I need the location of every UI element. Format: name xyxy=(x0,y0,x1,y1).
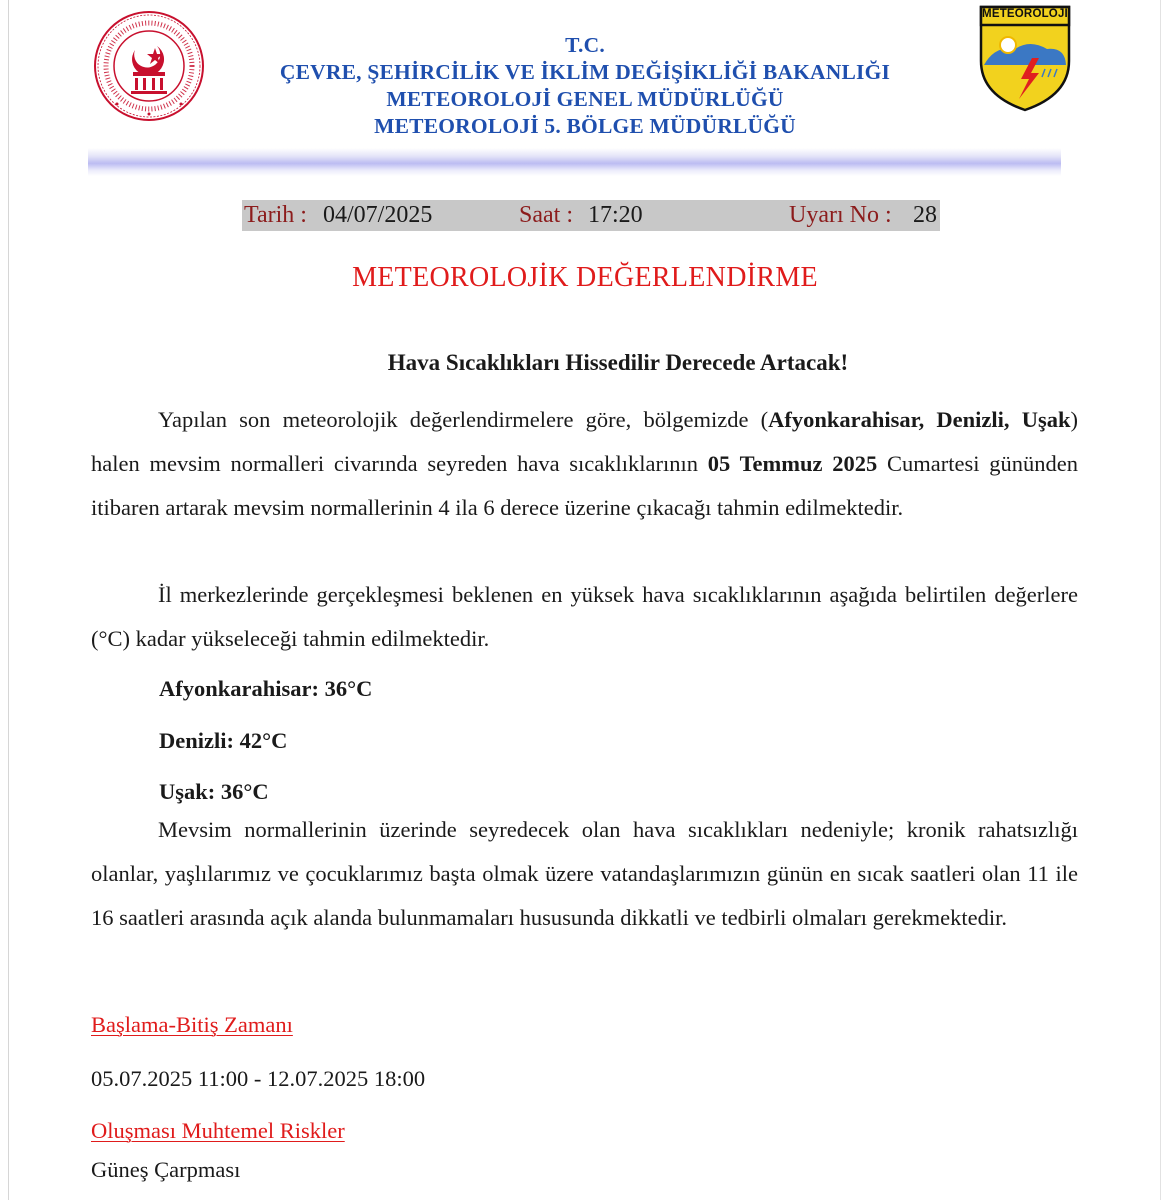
paragraph3-text: Mevsim normallerinin üzerinde seyredecek olan hava sıcaklıkları nedeniyle; kronik rahatsızlığı olanlar, yaşlılarımız ve çocuklarımız başta olmak üzere vatandaşlarımızın günün en sıcak saatleri olan 11 ile 16 saatleri arasında açık alanda bulunmamaları hususunda dikkatli ve tedbirli olmaları gerekmektedir. xyxy=(91,817,1078,930)
assessment-paragraph xyxy=(91,398,1078,530)
city-temperature-usak: Uşak: 36°C xyxy=(159,779,269,804)
time-value: 17:20 xyxy=(588,202,643,228)
period-heading: Başlama-Bitiş Zamanı xyxy=(91,1012,293,1037)
advice-paragraph xyxy=(91,808,1078,940)
paragraph1-text-2: ) halen mevsim normalleri civarında seyreden hava sıcaklıklarının xyxy=(91,407,1078,476)
period-value: 05.07.2025 11:00 - 12.07.2025 18:00 xyxy=(91,1066,426,1091)
headline: Hava Sıcaklıkları Hissedilir Derecede Artacak! xyxy=(387,350,849,375)
warning-number-label: Uyarı No : xyxy=(789,202,892,228)
info-bar xyxy=(242,200,940,231)
forecast-paragraph xyxy=(91,573,1078,661)
city-temperature-denizli: Denizli: 42°C xyxy=(159,728,288,753)
time-label: Saat : xyxy=(519,202,573,228)
paragraph1-text-1: Yapılan son meteorolojik değerlendirmelere göre, bölgemizde ( xyxy=(158,407,769,432)
page-edge-right xyxy=(1160,0,1161,1200)
letterhead xyxy=(150,32,1020,140)
meteorology-logo-label: METEOROLOJİ xyxy=(982,8,1068,20)
risks-heading: Oluşması Muhtemel Riskler xyxy=(91,1118,345,1143)
date-label: Tarih : xyxy=(244,202,307,228)
date-value: 04/07/2025 xyxy=(323,202,433,228)
letterhead-line-tc: T.C. xyxy=(565,33,605,57)
letterhead-line-region: METEOROLOJİ 5. BÖLGE MÜDÜRLÜĞÜ xyxy=(374,114,796,138)
letterhead-line-ministry: ÇEVRE, ŞEHİRCİLİK VE İKLİM DEĞİŞİKLİĞİ BAKANLIĞI xyxy=(279,60,891,84)
paragraph1-provinces: Afyonkarahisar, Denizli, Uşak xyxy=(768,407,1071,432)
risks-value: Güneş Çarpması xyxy=(91,1157,241,1182)
document-title: METEOROLOJİK DEĞERLENDİRME xyxy=(352,262,818,293)
warning-number-value: 28 xyxy=(913,202,937,228)
page-edge-left xyxy=(8,0,9,1200)
paragraph1-date: 05 Temmuz 2025 xyxy=(707,451,878,476)
paragraph1-text-3: Cumartesi gününden itibaren artarak mevsim normallerinin 4 ila 6 derece üzerine çıkacağı tahmin edilmektedir. xyxy=(91,451,1078,520)
letterhead-line-directorate: METEOROLOJİ GENEL MÜDÜRLÜĞÜ xyxy=(386,87,784,111)
header-divider xyxy=(88,148,1061,176)
city-temperature-afyonkarahisar: Afyonkarahisar: 36°C xyxy=(159,676,373,701)
paragraph2-text: İl merkezlerinde gerçekleşmesi beklenen en yüksek hava sıcaklıklarının aşağıda belirtilen değerlere (°C) kadar yükseleceği tahmin edilmektedir. xyxy=(91,582,1078,651)
